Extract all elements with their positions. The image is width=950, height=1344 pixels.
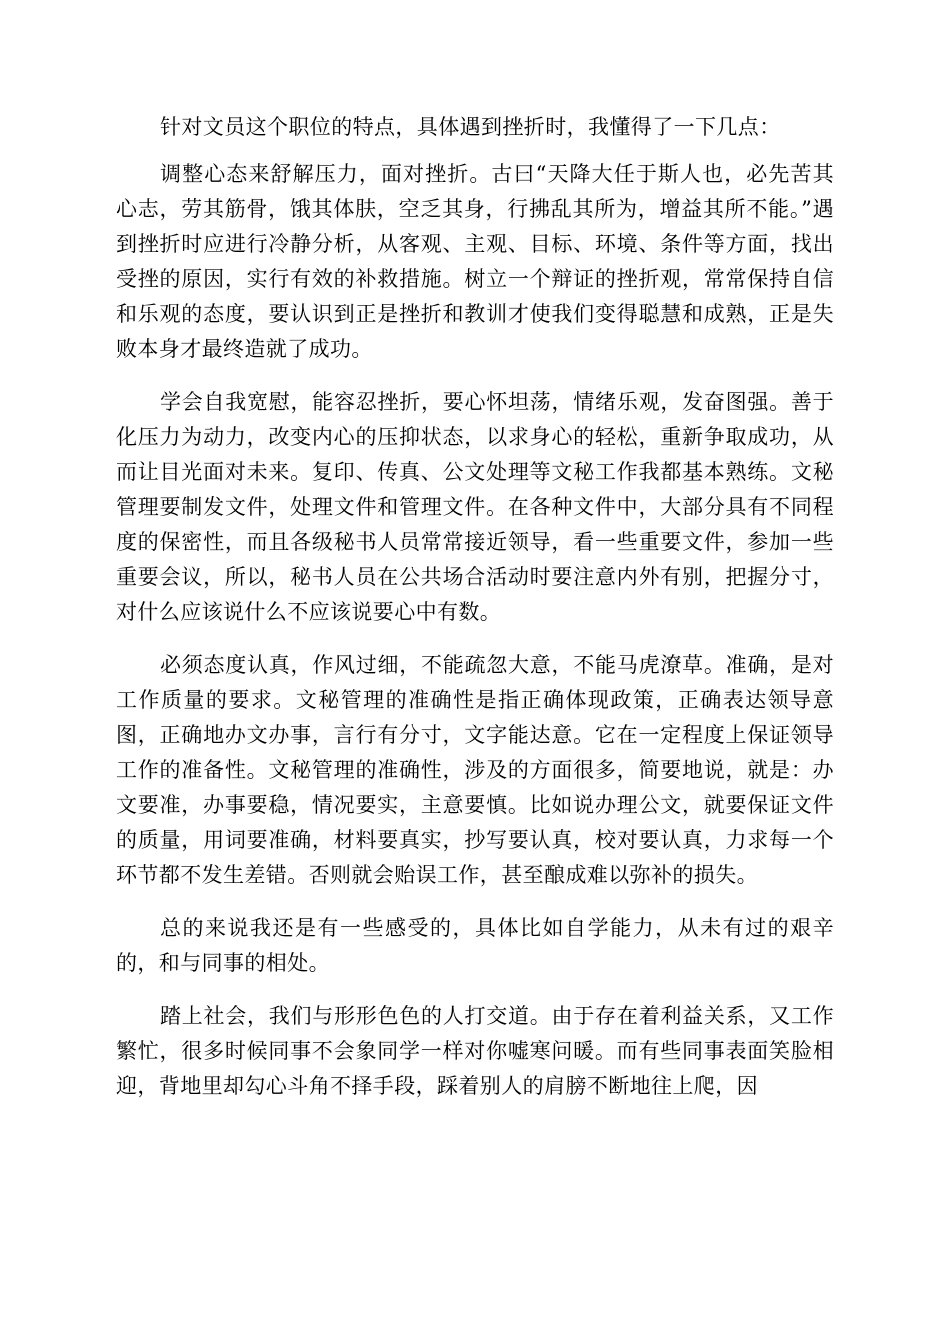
paragraph-serious-attitude: 必须态度认真，作风过细，不能疏忽大意，不能马虎潦草。准确，是对工作质量的要求。文秘管理的准确性是指正确体现政策，正确表达领导意图，正确地办文办事，言行有分寸，文字能达意。它在一定程度上保证领导工作的准备性。文秘管理的准确性，涉及的方面很多，简要地说，就是：办文要准，办事要稳，情况要实，主意要慎。比如说办理公文，就要保证文件的质量，用词要准确，材料要真实，抄写要认真，校对要认真，力求每一个环节都不发生差错。否则就会贻误工作，甚至酿成难以弥补的损失。 (116, 653, 834, 887)
paragraph-society: 踏上社会，我们与形形色色的人打交道。由于存在着利益关系，又工作繁忙，很多时候同事不会象同学一样对你嘘寒问暖。而有些同事表面笑脸相迎，背地里却勾心斗角不择手段，踩着别人的肩膀不断地往上爬，因 (116, 1004, 834, 1098)
document-page (116, 110, 834, 1122)
paragraph-adjust-mindset: 调整心态来舒解压力，面对挫折。古曰“天降大任于斯人也，必先苦其心志，劳其筋骨，饿其体肤，空乏其身，行拂乱其所为，增益其所不能。”遇到挫折时应进行冷静分析，从客观、主观、目标、环境、条件等方面，找出受挫的原因，实行有效的补救措施。树立一个辩证的挫折观，常常保持自信和乐观的态度，要认识到正是挫折和教训才使我们变得聪慧和成熟，正是失败本身才最终造就了成功。 (116, 162, 834, 361)
paragraph-intro: 针对文员这个职位的特点，具体遇到挫折时，我懂得了一下几点： (160, 115, 781, 139)
paragraph-summary: 总的来说我还是有一些感受的，具体比如自学能力，从未有过的艰辛的，和与同事的相处。 (116, 916, 834, 975)
paragraph-self-comfort: 学会自我宽慰，能容忍挫折，要心怀坦荡，情绪乐观，发奋图强。善于化压力为动力，改变内心的压抑状态，以求身心的轻松，重新争取成功，从而让目光面对未来。复印、传真、公文处理等文秘工作我都基本熟练。文秘管理要制发文件，处理文件和管理文件。在各种文件中，大部分具有不同程度的保密性，而且各级秘书人员常常接近领导，看一些重要文件，参加一些重要会议，所以，秘书人员在公共场合活动时要注意内外有别，把握分寸，对什么应该说什么不应该说要心中有数。 (116, 390, 834, 624)
